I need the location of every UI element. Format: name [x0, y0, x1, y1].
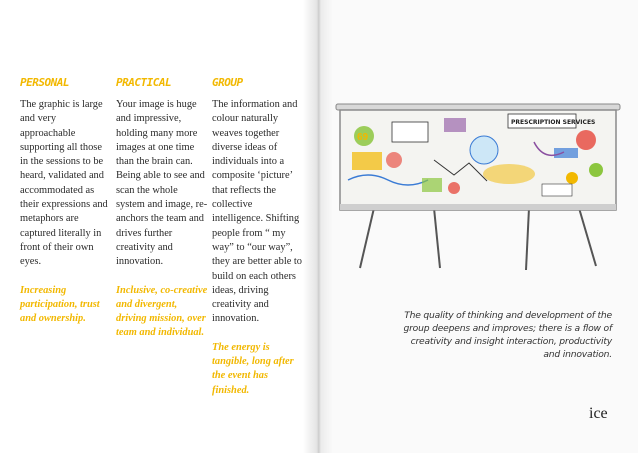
svg-text:69: 69 — [357, 132, 369, 143]
column-practical — [116, 76, 208, 341]
column-body: The information and colour naturally weaves together diverse ideas of individuals into a composite ‘picture’ that reflects the collective intelligence. Shifting people from “ my way” to “our way”, they are better able to build on each others ideas, driving creativity and innovation. — [212, 99, 303, 325]
column-highlight: Inclusive, co-creative and divergent, driving mission, over team and individual. — [116, 284, 208, 339]
board-top-rail — [336, 104, 620, 110]
column-body: Your image is huge and impressive, holding many more images at one time than the brain can. Being able to see and scan the whole system and image, re-anchors the team and drives further creativity and innovation. — [116, 99, 208, 268]
column-heading: GROUP — [212, 76, 243, 89]
column-body: The graphic is large and very approachable supporting all those in the sessions to be heard, validated and accommodated as their expressions and metaphors are captured literally in front of their own eyes. — [20, 99, 108, 268]
column-highlight: The energy is tangible, long after the event has finished. — [212, 341, 294, 396]
easel-leg-midright — [526, 208, 529, 270]
easel-leg-midleft — [434, 208, 440, 268]
easel-leg-right — [579, 208, 596, 266]
image-caption: The quality of thinking and development of the group deepens and improves; there is a flow of creativity and insight interaction, productivity and innovation. — [403, 310, 612, 360]
easel-leg-left — [360, 208, 374, 268]
brand-logo: ice — [589, 405, 608, 422]
graphic-board-illustration — [334, 100, 624, 275]
board-bottom-rail — [340, 204, 616, 210]
column-heading: PERSONAL — [20, 76, 69, 89]
page-gutter-shadow — [303, 0, 333, 453]
column-highlight: Increasing participation, trust and ownership. — [20, 284, 100, 325]
left-page — [0, 0, 318, 453]
column-personal — [20, 76, 112, 326]
column-group — [212, 76, 304, 398]
column-heading: PRACTICAL — [116, 76, 172, 89]
banner-text: PRESCRIPTION SERVICES — [511, 119, 596, 126]
